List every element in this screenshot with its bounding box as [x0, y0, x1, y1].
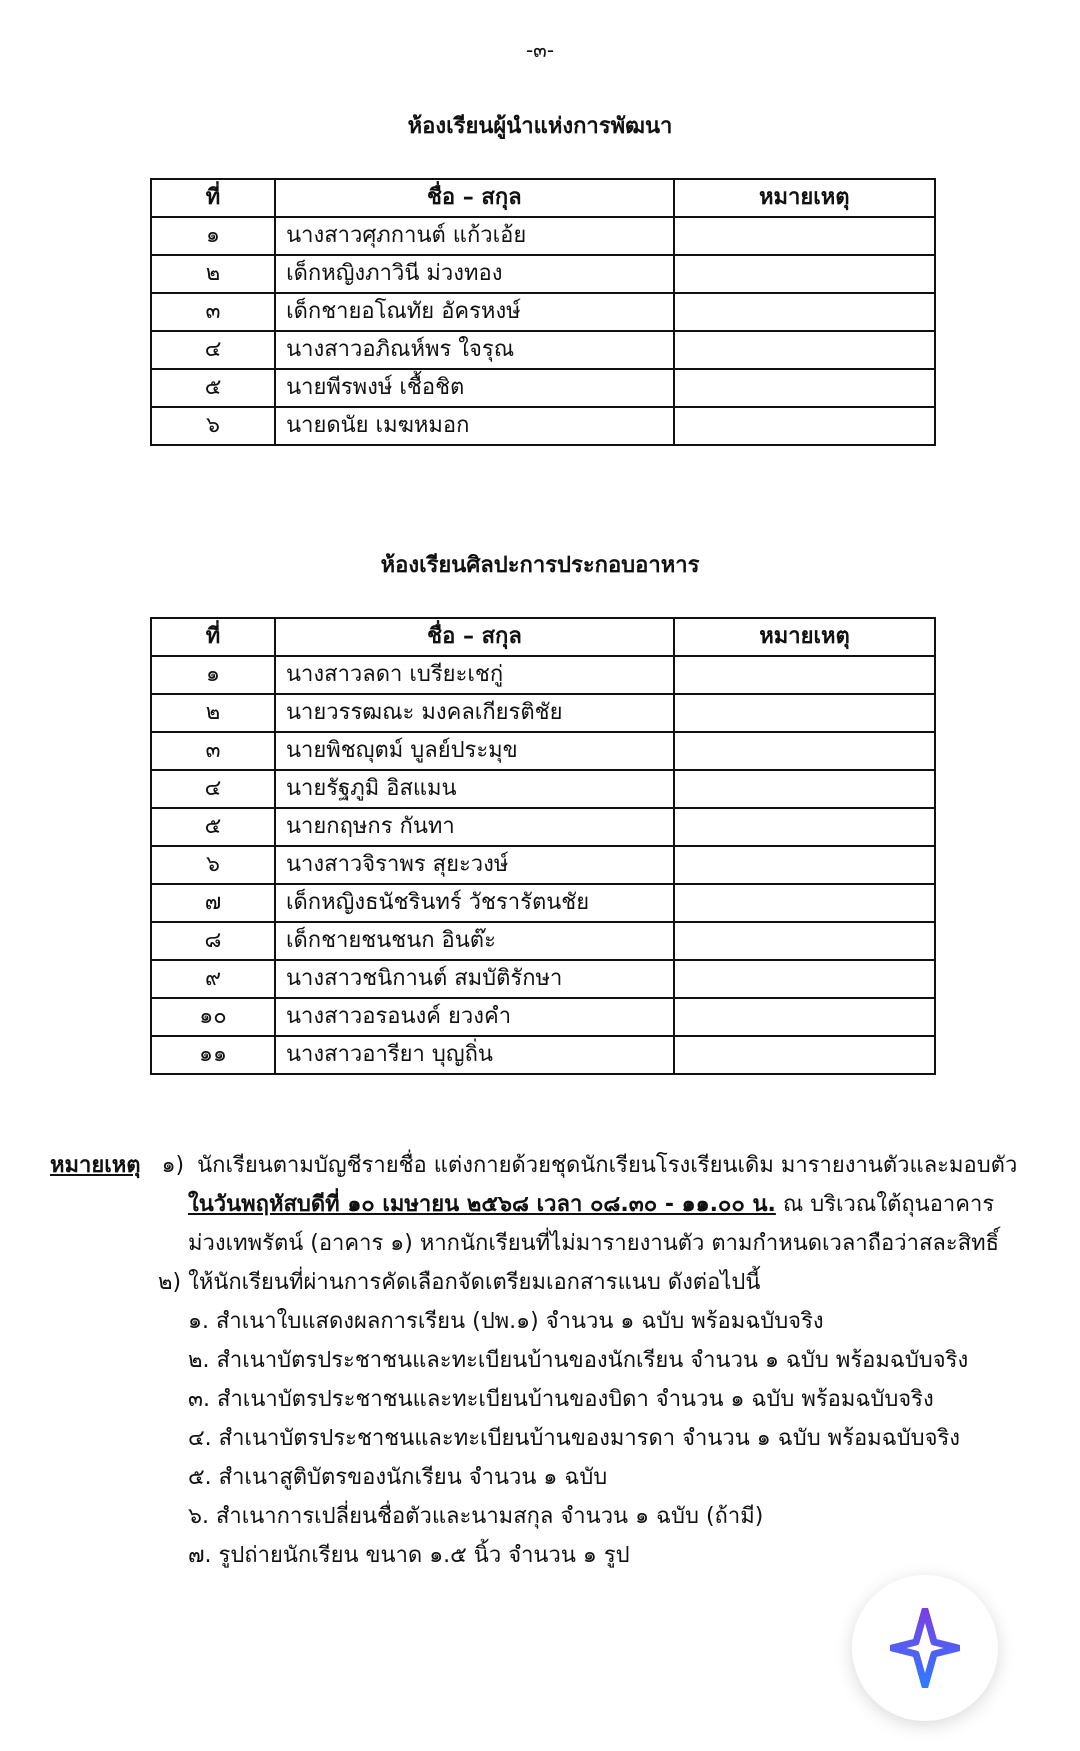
student-name: นายกฤษกร กันทา [275, 808, 674, 846]
student-name: เด็กชายชนชนก อินต๊ะ [275, 922, 674, 960]
row-number: ๑ [151, 217, 275, 255]
table-row [151, 407, 935, 445]
table-row [151, 998, 935, 1036]
remark-cell [674, 1036, 935, 1074]
row-number: ๑๑ [151, 1036, 275, 1074]
table-row [151, 846, 935, 884]
document-item: ๖. สำเนาการเปลี่ยนชื่อตัวและนามสกุล จำนวน ๑ ฉบับ (ถ้ามี) [188, 1504, 764, 1529]
remark-cell [674, 694, 935, 732]
report-date-time: ในวันพฤหัสบดีที่ ๑๐ เมษายน ๒๕๖๘ เวลา ๐๘.๓๐ - ๑๑.๐๐ น. [188, 1192, 776, 1217]
table-row [151, 694, 935, 732]
note-item-1-line-3 [50, 1224, 1050, 1263]
row-number: ๖ [151, 846, 275, 884]
remark-cell [674, 656, 935, 694]
notes-section [50, 1146, 1050, 1575]
student-name: นางสาวอรอนงค์ ยวงคำ [275, 998, 674, 1036]
remark-cell [674, 255, 935, 293]
row-number: ๙ [151, 960, 275, 998]
row-number: ๕ [151, 808, 275, 846]
remark-cell [674, 369, 935, 407]
required-documents-list [50, 1302, 1050, 1575]
remark-cell [674, 884, 935, 922]
remark-cell [674, 217, 935, 255]
table-header-row [151, 618, 935, 656]
row-number: ๗ [151, 884, 275, 922]
note-item-1-number: ๑) [161, 1153, 185, 1178]
remark-cell [674, 732, 935, 770]
table-row [151, 770, 935, 808]
student-name: นายดนัย เมฆหมอก [275, 407, 674, 445]
page-number: -๓- [525, 38, 555, 62]
table-row [151, 960, 935, 998]
row-number: ๓ [151, 293, 275, 331]
sparkle-icon [890, 1608, 960, 1688]
row-number: ๑๐ [151, 998, 275, 1036]
document-item: ๔. สำเนาบัตรประชาชนและทะเบียนบ้านของมารดา จำนวน ๑ ฉบับ พร้อมฉบับจริง [188, 1426, 961, 1451]
section-title-culinary: ห้องเรียนศิลปะการประกอบอาหาร [380, 553, 700, 578]
table-row [151, 369, 935, 407]
student-name: นายพีรพงษ์ เชื้อชิต [275, 369, 674, 407]
table-row [151, 732, 935, 770]
student-name: นางสาวอารียา บุญถิ่น [275, 1036, 674, 1074]
row-number: ๖ [151, 407, 275, 445]
forfeit-notice: ม่วงเทพรัตน์ (อาคาร ๑) หากนักเรียนที่ไม่มารายงานตัว ตามกำหนดเวลาถือว่าสละสิทธิ์ [188, 1231, 1000, 1256]
table-body [151, 217, 935, 445]
column-header-name: ชื่อ – สกุล [275, 618, 674, 656]
report-location: ณ บริเวณใต้ถุนอาคาร [775, 1192, 995, 1217]
column-header-number: ที่ [151, 618, 275, 656]
student-name: นางสาวอภิณห์พร ใจรุณ [275, 331, 674, 369]
note-item-1-line-1 [50, 1146, 1050, 1185]
row-number: ๒ [151, 694, 275, 732]
table-row [151, 884, 935, 922]
student-name: เด็กหญิงธนัชรินทร์ วัชรารัตนชัย [275, 884, 674, 922]
roster-table-culinary [150, 617, 936, 1075]
note-item-2 [50, 1263, 1050, 1302]
remark-cell [674, 998, 935, 1036]
row-number: ๘ [151, 922, 275, 960]
floating-action-badge[interactable] [852, 1575, 998, 1721]
document-item: ๕. สำเนาสูติบัตรของนักเรียน จำนวน ๑ ฉบับ [188, 1465, 608, 1490]
row-number: ๔ [151, 331, 275, 369]
document-item: ๒. สำเนาบัตรประชาชนและทะเบียนบ้านของนักเรียน จำนวน ๑ ฉบับ พร้อมฉบับจริง [188, 1348, 969, 1373]
document-item: ๓. สำเนาบัตรประชาชนและทะเบียนบ้านของบิดา จำนวน ๑ ฉบับ พร้อมฉบับจริง [188, 1387, 934, 1412]
table-row [151, 331, 935, 369]
row-number: ๑ [151, 656, 275, 694]
remark-cell [674, 293, 935, 331]
remark-cell [674, 331, 935, 369]
column-header-remark: หมายเหตุ [674, 179, 935, 217]
roster-table-leadership [150, 178, 936, 446]
student-name: นายรัฐภูมิ อิสแมน [275, 770, 674, 808]
column-header-number: ที่ [151, 179, 275, 217]
table-body [151, 656, 935, 1074]
table-row [151, 255, 935, 293]
notes-label: หมายเหตุ [50, 1153, 141, 1178]
student-name: นายวรรฒณะ มงคลเกียรติชัย [275, 694, 674, 732]
table-row [151, 1036, 935, 1074]
remark-cell [674, 846, 935, 884]
document-item: ๗. รูปถ่ายนักเรียน ขนาด ๑.๕ นิ้ว จำนวน ๑ รูป [188, 1543, 630, 1568]
section-title-leadership: ห้องเรียนผู้นำแห่งการพัฒนา [407, 114, 673, 139]
row-number: ๔ [151, 770, 275, 808]
remark-cell [674, 808, 935, 846]
table-row [151, 293, 935, 331]
row-number: ๓ [151, 732, 275, 770]
student-name: นางสาวศุภกานต์ แก้วเอ้ย [275, 217, 674, 255]
table-row [151, 217, 935, 255]
table-row [151, 656, 935, 694]
remark-cell [674, 407, 935, 445]
note-item-1-line-2 [50, 1185, 1050, 1224]
remark-cell [674, 770, 935, 808]
note-item-2-text: ๒) ให้นักเรียนที่ผ่านการคัดเลือกจัดเตรียมเอกสารแนบ ดังต่อไปนี้ [158, 1270, 761, 1295]
student-name: เด็กหญิงภาวินี ม่วงทอง [275, 255, 674, 293]
remark-cell [674, 922, 935, 960]
document-item: ๑. สำเนาใบแสดงผลการเรียน (ปพ.๑) จำนวน ๑ ฉบับ พร้อมฉบับจริง [188, 1309, 824, 1334]
column-header-remark: หมายเหตุ [674, 618, 935, 656]
note-item-1-text: นักเรียนตามบัญชีรายชื่อ แต่งกายด้วยชุดนักเรียนโรงเรียนเดิม มารายงานตัวและมอบตัว [197, 1153, 1018, 1178]
column-header-name: ชื่อ – สกุล [275, 179, 674, 217]
table-row [151, 808, 935, 846]
table-row [151, 922, 935, 960]
remark-cell [674, 960, 935, 998]
student-name: นายพิชญุตม์ บูลย์ประมุข [275, 732, 674, 770]
student-name: นางสาวลดา เบรียะเชกู่ [275, 656, 674, 694]
table-header-row [151, 179, 935, 217]
student-name: เด็กชายอโณทัย อัครหงษ์ [275, 293, 674, 331]
student-name: นางสาวชนิกานต์ สมบัติรักษา [275, 960, 674, 998]
row-number: ๒ [151, 255, 275, 293]
row-number: ๕ [151, 369, 275, 407]
student-name: นางสาวจิราพร สุยะวงษ์ [275, 846, 674, 884]
